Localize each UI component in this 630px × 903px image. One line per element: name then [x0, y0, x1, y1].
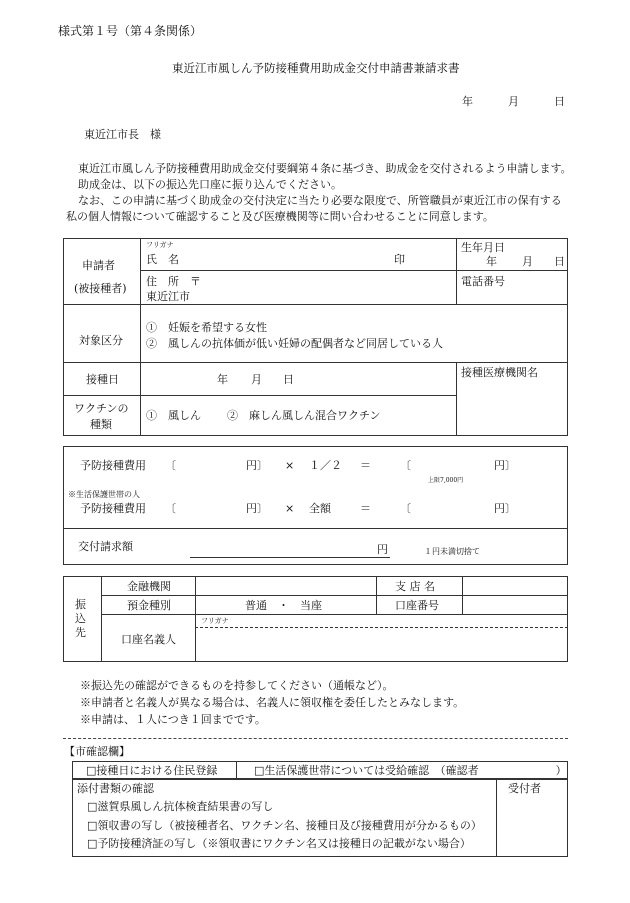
intro-line: 助成金は、以下の振込先口座に振り込んでください。 — [78, 178, 342, 191]
half-ratio: １／２ — [309, 459, 342, 472]
vaccine-type-label: ワクチンの — [74, 402, 129, 415]
docs-label: 添付書類の確認 — [77, 782, 154, 795]
yen-close: 円〕 — [494, 502, 516, 515]
deposit-type-label: 預金種別 — [127, 599, 171, 612]
date-month: 月 — [508, 95, 519, 108]
yen-close: 円〕 — [494, 459, 516, 472]
intro-line: なお、この申請に基づく助成金の交付決定に当たり必要な限度で、所管職員が東近江市の保有する — [78, 194, 562, 207]
limit-note: 上限7,000円 — [428, 477, 464, 484]
address-label: 住 所 〒 — [146, 275, 201, 288]
cost-label: 予防接種費用 — [80, 459, 146, 472]
note-line: ※振込先の確認ができるものを持参してください（通帳など）。 — [80, 679, 394, 692]
rounding-note: １円未満切捨て — [424, 547, 480, 556]
target-option: ② 風しんの抗体価が低い妊婦の配偶者など同居している人 — [146, 337, 443, 350]
bank-side-label: 振 — [75, 598, 86, 611]
target-label: 対象区分 — [79, 334, 123, 347]
target-option: ① 妊娠を希望する女性 — [146, 321, 267, 334]
times-sign: × — [285, 459, 295, 472]
date-year: 年 — [462, 95, 473, 108]
date-day: 日 — [554, 95, 565, 108]
separator — [63, 738, 568, 739]
applicant-label: 申請者 — [82, 259, 115, 272]
bracket-open: 〔 — [400, 502, 411, 515]
intro-line: 東近江市風しん予防接種費用助成金交付要綱第４条に基づき、助成金を交付されるよう申請します。 — [78, 162, 572, 175]
institution-label: 金融機関 — [127, 580, 171, 593]
doc-item: □領収書の写し（被接種者名、ワクチン名、接種日及び接種費用が分かるもの） — [87, 819, 482, 832]
yen-close: 円〕 — [246, 502, 268, 515]
furigana-label: フリガナ — [146, 241, 174, 249]
vaccine-type-label: 種類 — [90, 418, 112, 431]
receiver-label: 受付者 — [508, 782, 541, 795]
city-check-header: 【市確認欄】 — [64, 745, 130, 758]
note-line: ※申請は、１人につき１回までです。 — [80, 713, 266, 726]
form-number: 様式第１号（第４条関係） — [58, 24, 203, 38]
doc-item: □予防接種済証の写し（※領収書にワクチン名又は接種日の記載がない場合） — [87, 837, 471, 850]
full-amount: 全額 — [309, 502, 331, 515]
birth-label: 生年月日 — [461, 241, 505, 254]
deposit-type-value: 普通 ・ 当座 — [245, 599, 322, 612]
resident-check: □接種日における住民登録 — [86, 764, 218, 777]
address-city: 東近江市 — [146, 290, 190, 303]
name-label: 氏 名 — [146, 253, 179, 266]
claim-yen: 円 — [377, 543, 388, 556]
account-no-label: 口座番号 — [395, 599, 439, 612]
note-line: ※申請者と名義人が異なる場合は、名義人に領収権を委任したとみなします。 — [80, 696, 465, 709]
doc-item: □滋賀県風しん抗体検査結果書の写し — [87, 800, 274, 813]
holder-label: 口座名義人 — [121, 633, 176, 646]
bracket-open: 〔 — [165, 502, 176, 515]
vaccination-month: 月 — [251, 373, 262, 386]
vaccination-date-label: 接種日 — [86, 373, 119, 386]
vaccine-option: ① 風しん — [146, 409, 201, 422]
equals-sign: ＝ — [360, 502, 371, 515]
page-title: 東近江市風しん予防接種費用助成金交付申請書兼請求書 — [172, 61, 460, 75]
phone-label: 電話番号 — [461, 275, 505, 288]
vaccine-option: ② 麻しん風しん混合ワクチン — [227, 409, 381, 422]
holder-furigana: フリガナ — [201, 617, 229, 625]
seal-mark: 印 — [394, 253, 405, 266]
welfare-note: ※生活保護世帯の人 — [68, 490, 140, 499]
applicant-sublabel: (被接種者) — [74, 282, 127, 295]
times-sign: × — [285, 502, 295, 515]
vaccination-day: 日 — [283, 373, 294, 386]
addressee: 東近江市長 様 — [84, 128, 161, 141]
bank-side-label: 先 — [75, 626, 86, 639]
birth-day: 日 — [554, 255, 565, 268]
bracket-open: 〔 — [400, 459, 411, 472]
equals-sign: ＝ — [360, 459, 371, 472]
intro-line: 私の個人情報について確認すること及び医療機関等に問い合わせることに同意します。 — [66, 210, 494, 223]
branch-label: 支 店 名 — [395, 580, 435, 593]
bracket-open: 〔 — [165, 459, 176, 472]
welfare-check: □生活保護世帯については受給確認 （確認者 ） — [254, 764, 567, 777]
cost-label-welfare: 予防接種費用 — [80, 502, 146, 515]
claim-underline — [190, 557, 390, 558]
birth-year: 年 — [486, 255, 497, 268]
vaccination-year: 年 — [217, 373, 228, 386]
claim-label: 交付請求額 — [78, 540, 133, 553]
bank-side-label: 込 — [75, 612, 86, 625]
birth-month: 月 — [522, 255, 533, 268]
clinic-label: 接種医療機関名 — [461, 366, 538, 379]
yen-close: 円〕 — [246, 459, 268, 472]
